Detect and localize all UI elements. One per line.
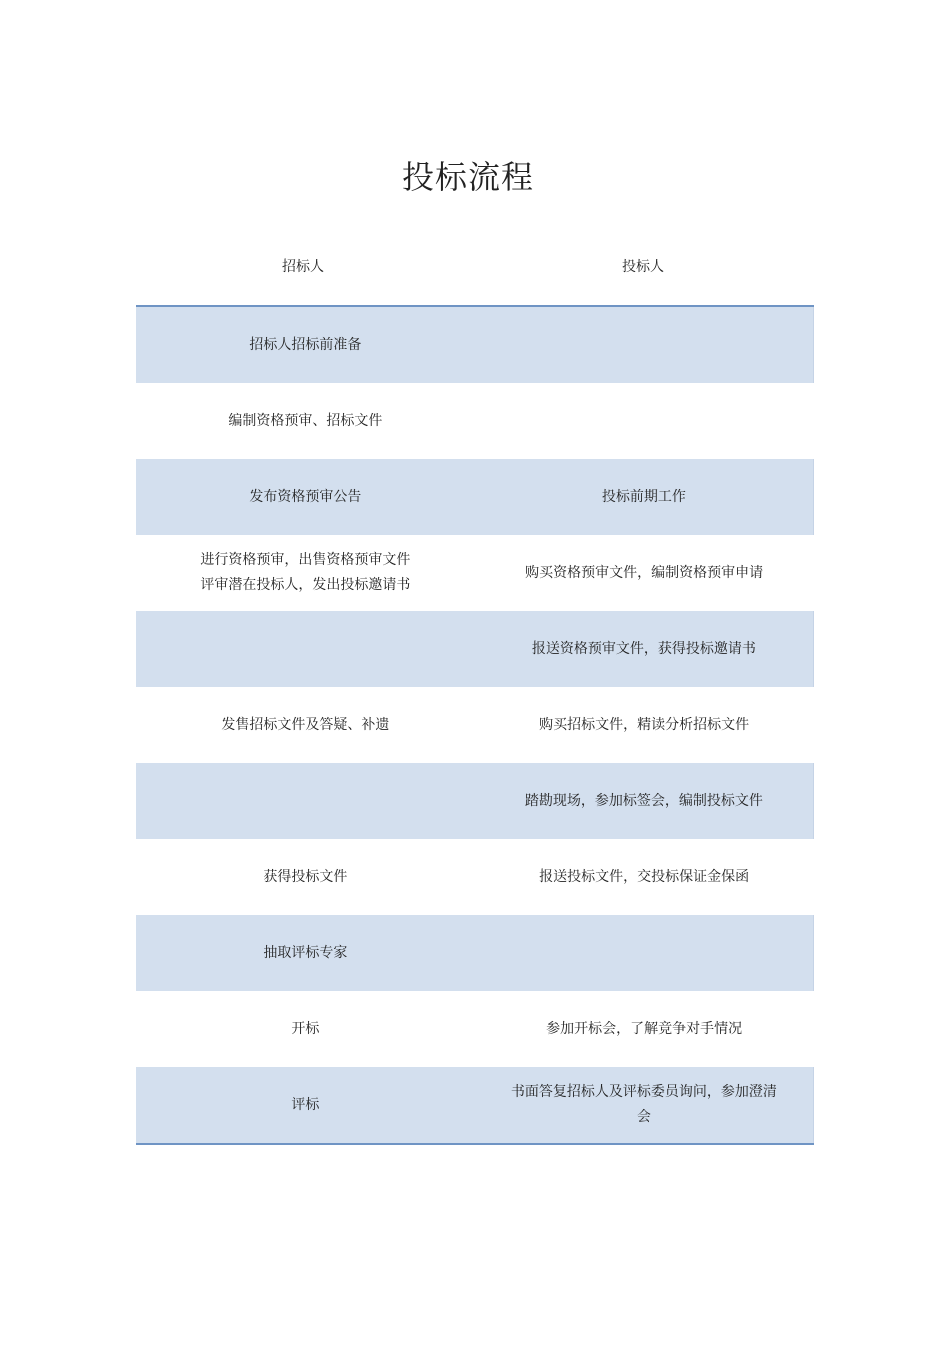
tenderer-step: 发售招标文件及答疑、补遗 <box>221 716 390 733</box>
table-row <box>136 763 814 839</box>
process-table <box>136 305 814 1145</box>
tenderer-step: 进行资格预审，出售资格预审文件 评审潜在投标人，发出投标邀请书 <box>200 552 411 593</box>
bidder-step <box>475 383 814 459</box>
tenderer-step: 开标 <box>291 1020 320 1037</box>
table-row <box>136 611 814 687</box>
table-row <box>136 687 814 763</box>
table-row <box>136 839 814 915</box>
tenderer-step <box>136 611 475 687</box>
page-title: 投标流程 <box>401 158 534 196</box>
table-row <box>136 306 814 383</box>
bidder-step: 报送投标文件，交投标保证金保函 <box>539 868 750 885</box>
bidder-step: 投标前期工作 <box>475 459 814 535</box>
table-row <box>136 991 814 1067</box>
bidder-step <box>475 915 814 991</box>
tenderer-step: 招标人招标前准备 <box>136 306 475 383</box>
column-header-tenderer: 招标人 <box>282 259 324 275</box>
tenderer-step: 发布资格预审公告 <box>136 459 475 535</box>
table-row <box>136 1067 814 1144</box>
bidder-step: 购买招标文件，精读分析招标文件 <box>539 716 750 733</box>
tenderer-step: 评标 <box>136 1067 475 1144</box>
tenderer-step: 抽取评标专家 <box>136 915 475 991</box>
tenderer-step: 获得投标文件 <box>263 868 348 885</box>
bidder-step: 报送资格预审文件，获得投标邀请书 <box>475 611 814 687</box>
table-row <box>136 459 814 535</box>
bidder-step <box>475 306 814 383</box>
tenderer-step <box>136 763 475 839</box>
bidder-step: 购买资格预审文件，编制资格预审申请 <box>525 564 764 581</box>
table-row <box>136 535 814 611</box>
bidder-step: 参加开标会，了解竞争对手情况 <box>546 1020 743 1037</box>
table-row <box>136 383 814 459</box>
bidder-step: 书面答复招标人及评标委员询问，参加澄清 会 <box>475 1067 814 1144</box>
table-row <box>136 915 814 991</box>
tenderer-step: 编制资格预审、招标文件 <box>228 412 383 429</box>
column-header-bidder: 投标人 <box>622 259 664 275</box>
bidder-step: 踏勘现场，参加标签会，编制投标文件 <box>475 763 814 839</box>
